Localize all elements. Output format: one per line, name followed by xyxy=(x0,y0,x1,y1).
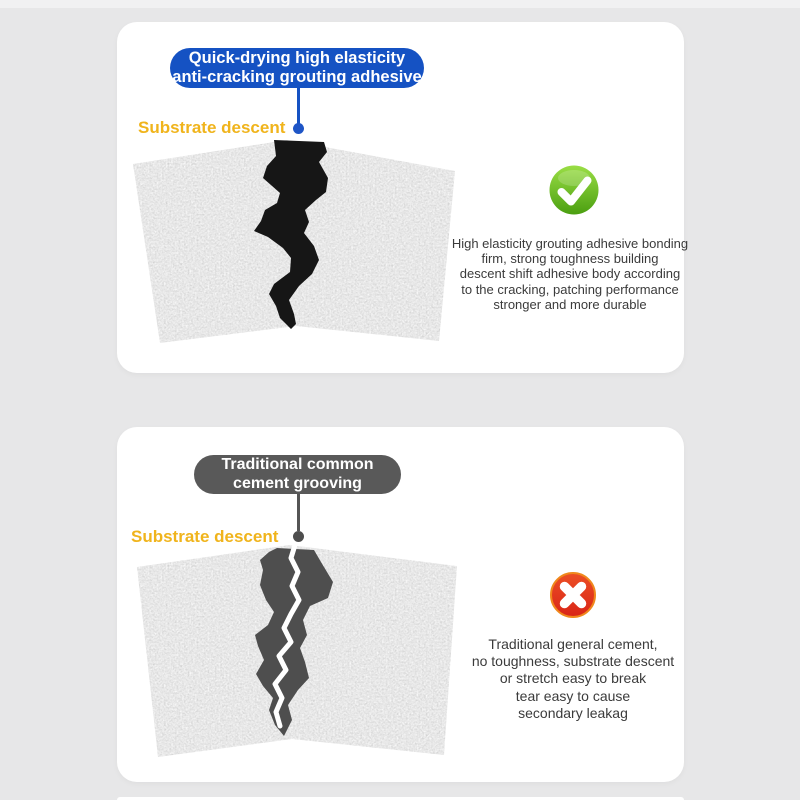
description-line: secondary leakag xyxy=(518,704,628,721)
cracked-slab-illustration-adhesive xyxy=(128,138,462,352)
adhesive-callout-pill xyxy=(170,48,424,88)
substrate-descent-label: Substrate descent xyxy=(131,527,279,546)
callout-pointer-line xyxy=(297,494,300,531)
description-line: Traditional general cement, xyxy=(488,636,658,652)
pill-text-line: anti-cracking grouting adhesive xyxy=(172,68,422,86)
description-line: descent shift adhesive body according xyxy=(459,266,681,282)
cement-callout-pill xyxy=(194,455,401,494)
cracked-slab-illustration-cement xyxy=(128,540,462,762)
cement-description xyxy=(440,636,706,722)
callout-pointer-line xyxy=(297,88,300,124)
description-line: to the cracking, patching performance xyxy=(461,281,679,297)
pill-text-line: Traditional common xyxy=(221,456,374,473)
description-line: stronger and more durable xyxy=(493,296,647,312)
description-line: no toughness, substrate descent xyxy=(471,653,675,670)
check-icon xyxy=(549,165,599,215)
cross-icon xyxy=(550,572,596,618)
description-line: or stretch easy to break xyxy=(499,670,647,687)
substrate-descent-label: Substrate descent xyxy=(138,118,286,137)
top-edge-strip xyxy=(0,0,800,8)
pill-text-line: cement grooving xyxy=(233,474,362,492)
panel-cement xyxy=(117,427,684,782)
adhesive-description xyxy=(445,236,695,312)
panel-adhesive xyxy=(117,22,689,373)
callout-pointer-dot xyxy=(293,123,304,134)
description-line: High elasticity grouting adhesive bonding xyxy=(451,236,689,251)
description-line: tear easy to cause xyxy=(515,687,631,704)
pill-text-line: Quick-drying high elasticity xyxy=(188,49,406,67)
description-line: firm, strong toughness building xyxy=(481,251,659,267)
